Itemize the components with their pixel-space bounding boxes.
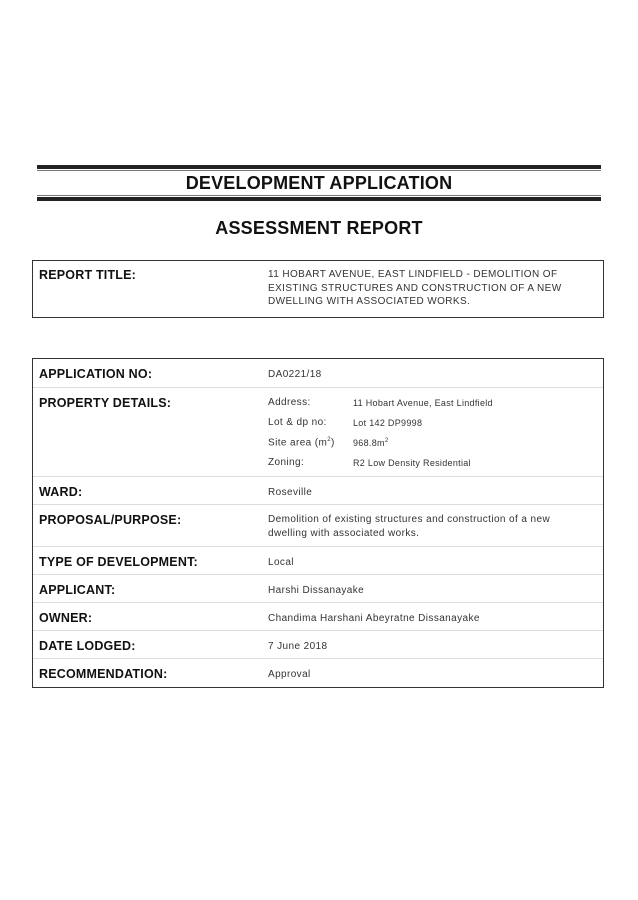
- table-row: [33, 359, 603, 387]
- top-rule: [37, 165, 601, 169]
- document-subtitle: ASSESSMENT REPORT: [215, 218, 423, 238]
- ward-value: Roseville: [268, 487, 313, 498]
- site-area-value: $968.8m^2$: [353, 438, 389, 448]
- applicant-value: Harshi Dissanayake: [268, 585, 365, 596]
- lot-value: Lot 142 DP9998: [353, 418, 423, 428]
- proposal-value: [268, 513, 598, 540]
- bottom-rule: [37, 197, 601, 201]
- proposal-line: Demolition of existing structures and construction of a new: [268, 514, 551, 525]
- table-row: [33, 658, 603, 688]
- applicant-label: APPLICANT:: [39, 583, 116, 597]
- table-row: [33, 546, 603, 575]
- zoning-value: R2 Low Density Residential: [353, 458, 471, 468]
- table-row: [33, 476, 603, 505]
- table-row: [33, 574, 603, 603]
- table-row: [33, 602, 603, 631]
- owner-label: OWNER:: [39, 611, 93, 625]
- report-title-box: [32, 260, 604, 318]
- table-row: [33, 387, 603, 477]
- report-title-line: 11 HOBART AVENUE, EAST LINDFIELD - DEMOLITION OF: [268, 269, 558, 280]
- top-rule-thin: [37, 170, 601, 171]
- proposal-label: PROPOSAL/PURPOSE:: [39, 513, 182, 527]
- type-label: TYPE OF DEVELOPMENT:: [39, 555, 198, 569]
- lot-key: Lot & dp no:: [268, 417, 327, 428]
- bottom-rule-thin: [37, 195, 601, 196]
- zoning-key: Zoning:: [268, 457, 305, 468]
- proposal-line: dwelling with associated works.: [268, 527, 420, 539]
- application-no-label: APPLICATION NO:: [39, 367, 153, 381]
- application-no-value: DA0221/18: [268, 369, 322, 380]
- owner-value: Chandima Harshani Abeyratne Dissanayake: [268, 613, 480, 624]
- recommendation-label: RECOMMENDATION:: [39, 667, 168, 681]
- site-area-key: Site area $(m^2)$: [268, 437, 335, 449]
- details-table: [32, 358, 604, 688]
- date-lodged-value: 7 June 2018: [268, 641, 328, 652]
- report-title-line: EXISTING STRUCTURES AND CONSTRUCTION OF A NEW: [268, 282, 562, 294]
- document-title: DEVELOPMENT APPLICATION: [185, 173, 453, 193]
- date-lodged-label: DATE LODGED:: [39, 639, 136, 653]
- recommendation-value: Approval: [268, 669, 311, 680]
- address-key: Address:: [268, 397, 311, 408]
- ward-label: WARD:: [39, 485, 83, 499]
- report-title-label: REPORT TITLE:: [39, 268, 137, 282]
- report-title-value: [268, 268, 588, 309]
- type-value: Local: [268, 557, 294, 568]
- address-value: 11 Hobart Avenue, East Lindfield: [353, 398, 493, 408]
- table-row: [33, 630, 603, 659]
- report-title-line: DWELLING WITH ASSOCIATED WORKS.: [268, 296, 471, 307]
- table-row: [33, 504, 603, 547]
- property-details-label: PROPERTY DETAILS:: [39, 396, 172, 410]
